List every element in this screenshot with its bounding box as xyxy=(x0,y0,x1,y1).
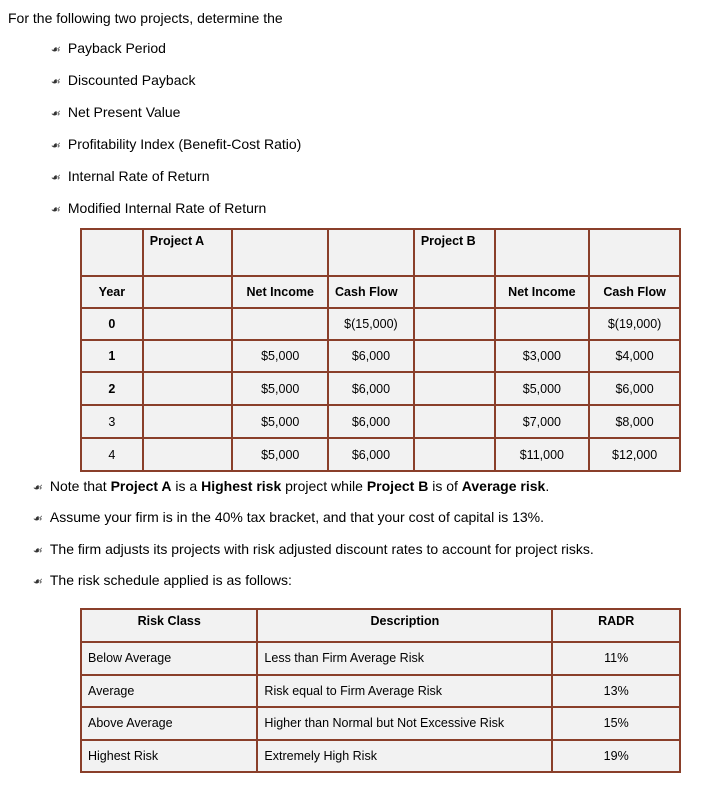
task-item xyxy=(50,136,301,152)
a-cash-flow-cell: $6,000 xyxy=(328,405,414,438)
empty-cell xyxy=(414,340,495,372)
note-bold: Average risk xyxy=(461,478,546,494)
task-label: Modified Internal Rate of Return xyxy=(67,200,267,216)
b-net-income-cell xyxy=(495,308,590,340)
a-cash-flow-cell: $6,000 xyxy=(328,372,414,405)
empty-cell xyxy=(143,276,233,308)
radr-cell: 15% xyxy=(552,707,680,740)
table-row xyxy=(81,438,680,471)
b-cash-flow-cell: $8,000 xyxy=(589,405,680,438)
a-net-income-cell xyxy=(232,308,328,340)
ornament-bullet-icon: ☙ xyxy=(32,512,42,525)
empty-cell xyxy=(143,308,233,340)
radr-cell: 13% xyxy=(552,675,680,708)
note-text: is a xyxy=(171,478,202,494)
note-text: The firm adjusts its projects with risk adjusted discount rates to account for project risks. xyxy=(49,540,594,557)
ornament-bullet-icon: ☙ xyxy=(32,481,42,494)
year-cell: 1 xyxy=(81,340,143,372)
b-net-income-cell: $3,000 xyxy=(495,340,590,372)
radr-header: RADR xyxy=(552,609,680,642)
b-cash-flow-cell: $(19,000) xyxy=(589,308,680,340)
risk-class-cell: Above Average xyxy=(81,707,257,740)
risk-class-cell: Average xyxy=(81,675,257,708)
a-cash-flow-cell: $6,000 xyxy=(328,438,414,471)
note-text: project while xyxy=(281,478,367,494)
table-row xyxy=(81,372,680,405)
empty-cell xyxy=(495,229,590,276)
description-cell: Extremely High Risk xyxy=(257,740,552,773)
ornament-bullet-icon: ☙ xyxy=(50,171,60,184)
task-label: Profitability Index (Benefit-Cost Ratio) xyxy=(67,136,302,152)
note-item xyxy=(32,509,544,525)
empty-cell xyxy=(143,405,233,438)
radr-cell: 11% xyxy=(552,642,680,675)
note-item xyxy=(32,541,594,557)
task-item xyxy=(50,200,266,216)
note-bold: Project B xyxy=(366,478,429,494)
year-cell: 2 xyxy=(81,372,143,405)
empty-cell xyxy=(143,438,233,471)
task-label: Internal Rate of Return xyxy=(67,168,210,184)
b-cash-flow-cell: $12,000 xyxy=(589,438,680,471)
task-label: Discounted Payback xyxy=(67,72,196,88)
note-text: . xyxy=(545,478,550,494)
note-text: Assume your firm is in the 40% tax bracket, and that your cost of capital is 13%. xyxy=(49,509,544,525)
table-row xyxy=(81,675,680,708)
ornament-bullet-icon: ☙ xyxy=(50,75,60,88)
table-row xyxy=(81,405,680,438)
ornament-bullet-icon: ☙ xyxy=(32,575,42,588)
empty-cell xyxy=(589,229,680,276)
empty-cell xyxy=(414,405,495,438)
note-text: Note that xyxy=(49,478,111,494)
b-net-income-cell: $7,000 xyxy=(495,405,590,438)
table-row xyxy=(81,308,680,340)
ornament-bullet-icon: ☙ xyxy=(50,203,60,216)
b-net-income-cell: $11,000 xyxy=(495,438,590,471)
year-header: Year xyxy=(81,276,143,308)
note-bold: Project A xyxy=(110,478,172,494)
description-cell: Higher than Normal but Not Excessive Risk xyxy=(257,707,552,740)
note-bold: Highest risk xyxy=(201,478,282,494)
radr-cell: 19% xyxy=(552,740,680,773)
task-label: Net Present Value xyxy=(67,104,181,120)
risk-header-row xyxy=(81,609,680,642)
b-cash-flow-cell: $4,000 xyxy=(589,340,680,372)
year-cell: 0 xyxy=(81,308,143,340)
empty-cell xyxy=(143,340,233,372)
b-net-income-header: Net Income xyxy=(495,276,590,308)
a-net-income-cell: $5,000 xyxy=(232,405,328,438)
column-header-row xyxy=(81,276,680,308)
a-cash-flow-cell: $6,000 xyxy=(328,340,414,372)
a-cash-flow-header: Cash Flow xyxy=(328,276,414,308)
task-label: Payback Period xyxy=(67,40,166,56)
note-text: is of xyxy=(428,478,462,494)
task-item xyxy=(50,104,180,120)
cash-flow-table xyxy=(80,228,681,472)
ornament-bullet-icon: ☙ xyxy=(50,43,60,56)
note-risk-assignment xyxy=(32,478,549,494)
a-net-income-cell: $5,000 xyxy=(232,372,328,405)
empty-cell xyxy=(414,308,495,340)
note-item xyxy=(32,572,292,588)
task-item xyxy=(50,72,196,88)
a-net-income-header: Net Income xyxy=(232,276,328,308)
description-cell: Less than Firm Average Risk xyxy=(257,642,552,675)
table-row xyxy=(81,707,680,740)
risk-class-header: Risk Class xyxy=(81,609,257,642)
risk-class-cell: Highest Risk xyxy=(81,740,257,773)
ornament-bullet-icon: ☙ xyxy=(50,107,60,120)
task-item xyxy=(50,168,210,184)
table-row xyxy=(81,642,680,675)
project-header-row xyxy=(81,229,680,276)
year-cell: 4 xyxy=(81,438,143,471)
task-item xyxy=(50,40,166,56)
risk-class-cell: Below Average xyxy=(81,642,257,675)
b-cash-flow-header: Cash Flow xyxy=(589,276,680,308)
b-net-income-cell: $5,000 xyxy=(495,372,590,405)
intro-text: For the following two projects, determine the xyxy=(8,10,283,26)
b-cash-flow-cell: $6,000 xyxy=(589,372,680,405)
table-row xyxy=(81,740,680,773)
description-cell: Risk equal to Firm Average Risk xyxy=(257,675,552,708)
project-a-label: Project A xyxy=(143,229,233,276)
empty-cell xyxy=(328,229,414,276)
year-cell: 3 xyxy=(81,405,143,438)
risk-schedule-table xyxy=(80,608,681,773)
empty-cell xyxy=(414,276,495,308)
empty-cell xyxy=(232,229,328,276)
empty-cell xyxy=(81,229,143,276)
empty-cell xyxy=(414,372,495,405)
project-b-label: Project B xyxy=(414,229,495,276)
a-cash-flow-cell: $(15,000) xyxy=(328,308,414,340)
ornament-bullet-icon: ☙ xyxy=(32,543,42,557)
a-net-income-cell: $5,000 xyxy=(232,340,328,372)
table-row xyxy=(81,340,680,372)
description-header: Description xyxy=(257,609,552,642)
a-net-income-cell: $5,000 xyxy=(232,438,328,471)
empty-cell xyxy=(414,438,495,471)
note-text: The risk schedule applied is as follows: xyxy=(49,572,292,588)
ornament-bullet-icon: ☙ xyxy=(50,139,60,152)
empty-cell xyxy=(143,372,233,405)
